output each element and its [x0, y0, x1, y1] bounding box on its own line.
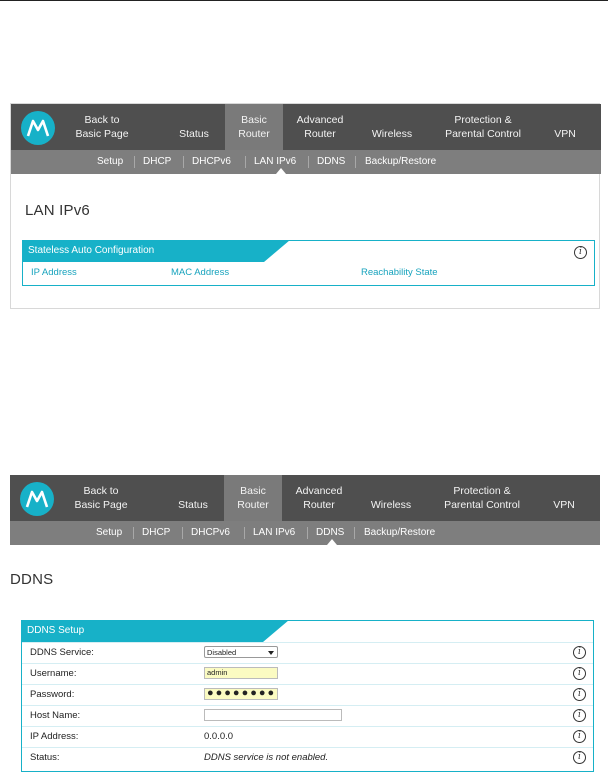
nav-basic-router[interactable] [225, 104, 283, 150]
tab-divider [307, 527, 308, 539]
nav-status-label: Status [179, 128, 209, 140]
tab-divider [308, 156, 309, 168]
tab-lan-ipv6[interactable]: LAN IPv6 [253, 527, 296, 538]
nav-wireless-label: Wireless [371, 128, 413, 140]
tab-setup[interactable]: Setup [97, 156, 124, 167]
nav-protection[interactable] [432, 475, 532, 521]
username-label: Username: [30, 668, 77, 679]
top-navigation [11, 104, 601, 150]
nav-vpn[interactable] [544, 475, 584, 521]
nav-basic-router-label: Basic Router [238, 114, 270, 140]
tab-divider [244, 527, 245, 539]
info-icon[interactable]: i [573, 709, 586, 722]
nav-advanced-router-label: Advanced Router [296, 114, 344, 140]
tab-backup-restore[interactable]: Backup/Restore [364, 527, 436, 538]
page-title: DDNS [10, 571, 54, 588]
nav-basic-router[interactable] [224, 475, 282, 521]
tab-divider [245, 156, 246, 168]
sub-navigation [11, 150, 601, 174]
username-input[interactable]: admin [204, 667, 278, 679]
nav-back-label: Back to Basic Page [74, 485, 128, 511]
ddns-service-label: DDNS Service: [30, 647, 94, 658]
column-ip-address: IP Address [31, 267, 77, 278]
nav-protection-label: Protection & Parental Control [445, 114, 521, 140]
tab-setup[interactable]: Setup [96, 527, 123, 538]
tab-divider [133, 527, 134, 539]
sub-navigation [10, 521, 600, 545]
ip-address-value: 0.0.0.0 [204, 731, 234, 742]
nav-vpn[interactable] [545, 104, 585, 150]
ip-address-label: IP Address: [30, 731, 79, 742]
tab-dhcp[interactable]: DHCP [142, 527, 171, 538]
ip-address-row [22, 726, 593, 747]
tab-dhcpv6[interactable]: DHCPv6 [192, 156, 231, 167]
top-navigation [10, 475, 600, 521]
ddns-screenshot [10, 475, 600, 776]
tab-ddns[interactable]: DDNS [316, 527, 345, 538]
column-mac-address: MAC Address [171, 267, 230, 278]
status-value: DDNS service is not enabled. [204, 752, 329, 763]
active-tab-marker [327, 539, 337, 545]
nav-protection-label: Protection & Parental Control [444, 485, 520, 511]
ddns-setup-section [21, 620, 594, 772]
host-name-input[interactable] [204, 709, 342, 721]
nav-advanced-router[interactable] [284, 475, 354, 521]
nav-advanced-router[interactable] [285, 104, 355, 150]
tab-divider [134, 156, 135, 168]
password-mask: ●●●●●●●● [207, 687, 277, 699]
host-name-row [22, 705, 593, 726]
tab-divider [354, 527, 355, 539]
ddns-service-value: Disabled [207, 648, 237, 657]
nav-vpn-label: VPN [554, 128, 576, 140]
page-top-rule [0, 0, 608, 1]
info-icon[interactable]: i [573, 730, 586, 743]
tab-lan-ipv6[interactable]: LAN IPv6 [254, 156, 297, 167]
nav-back-to-basic[interactable] [58, 475, 144, 521]
status-label: Status: [30, 752, 60, 763]
password-row [22, 684, 593, 705]
password-label: Password: [30, 689, 75, 700]
nav-basic-router-label: Basic Router [237, 485, 269, 511]
info-icon[interactable]: i [574, 246, 587, 259]
chevron-down-icon [268, 651, 274, 655]
info-icon[interactable]: i [573, 751, 586, 764]
motorola-logo-icon[interactable] [21, 111, 55, 145]
tab-divider [182, 527, 183, 539]
nav-status-label: Status [178, 499, 208, 511]
nav-wireless-label: Wireless [370, 499, 412, 511]
tab-backup-restore[interactable]: Backup/Restore [365, 156, 437, 167]
tab-dhcpv6[interactable]: DHCPv6 [191, 527, 230, 538]
nav-back-label: Back to Basic Page [75, 114, 129, 140]
nav-vpn-label: VPN [553, 499, 575, 511]
host-name-label: Host Name: [30, 710, 81, 721]
nav-status[interactable] [160, 475, 226, 521]
ddns-service-row [22, 642, 593, 663]
ddns-service-select[interactable] [204, 646, 278, 658]
stateless-auto-config-section [22, 240, 595, 286]
lan-ipv6-screenshot [10, 103, 600, 309]
info-icon[interactable]: i [573, 667, 586, 680]
nav-status[interactable] [161, 104, 227, 150]
column-reachability-state: Reachability State [361, 267, 438, 278]
username-row [22, 663, 593, 684]
nav-back-to-basic[interactable] [59, 104, 145, 150]
active-tab-marker [276, 168, 286, 174]
section-header-tab [263, 620, 289, 642]
status-row [22, 747, 593, 768]
section-header-tab [264, 240, 290, 262]
section-header: DDNS Setup [21, 620, 263, 642]
section-header: Stateless Auto Configuration [22, 240, 264, 262]
tab-dhcp[interactable]: DHCP [143, 156, 172, 167]
nav-protection[interactable] [433, 104, 533, 150]
tab-ddns[interactable]: DDNS [317, 156, 346, 167]
motorola-logo-icon[interactable] [20, 482, 54, 516]
nav-wireless[interactable] [360, 475, 422, 521]
nav-advanced-router-label: Advanced Router [295, 485, 343, 511]
tab-divider [183, 156, 184, 168]
nav-wireless[interactable] [361, 104, 423, 150]
info-icon[interactable]: i [573, 646, 586, 659]
password-input[interactable] [204, 688, 278, 700]
info-icon[interactable]: i [573, 688, 586, 701]
tab-divider [355, 156, 356, 168]
page-title: LAN IPv6 [25, 202, 90, 219]
